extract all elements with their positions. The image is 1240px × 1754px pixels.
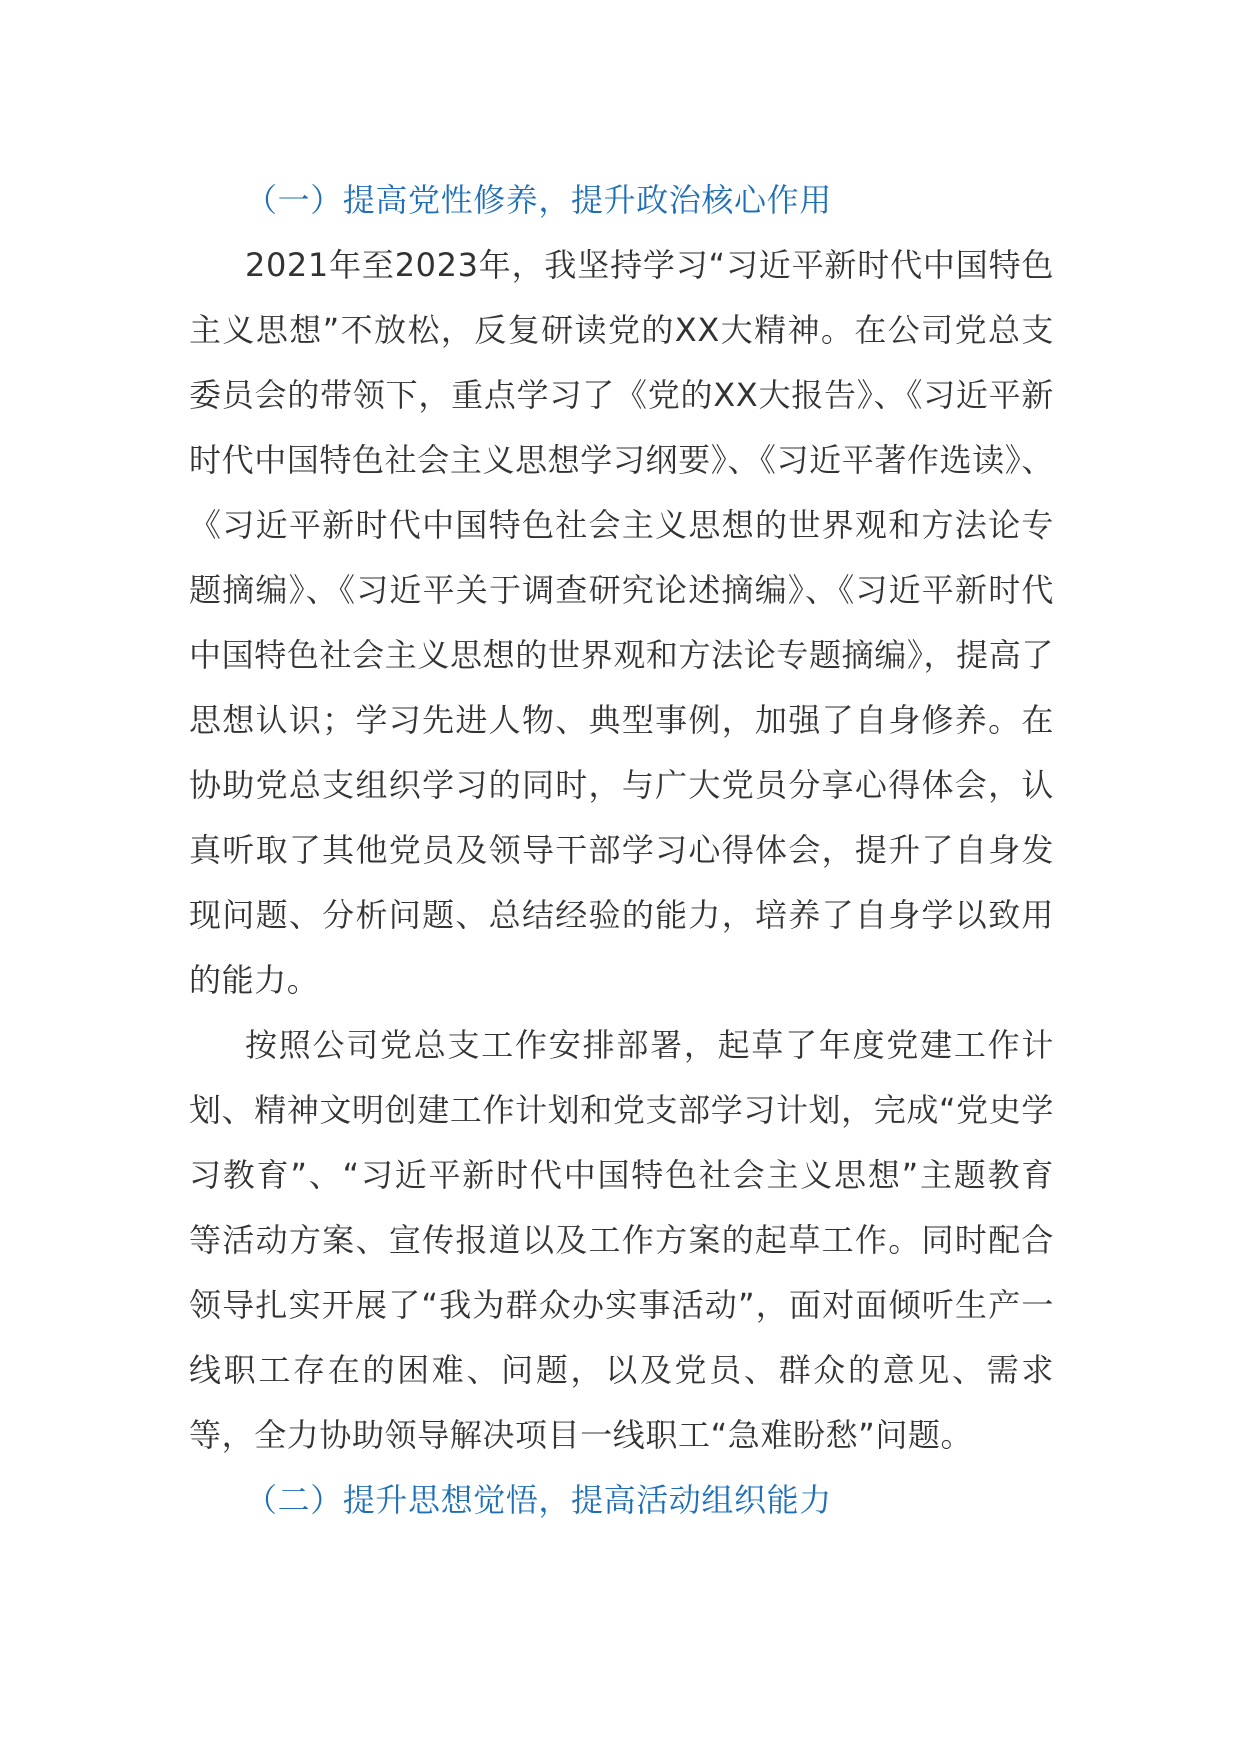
section-heading-1: （一）提高党性修养，提升政治核心作用 [245, 181, 832, 219]
section-1-paragraph-1: 2021年至2023年，我坚持学习“习近平新时代中国特色主义思想”不放松，反复研读党的XX大精神。在公司党总支委员会的带领下，重点学习了《党的XX大报告》、《习近平新时代中国特色社会主义思想学习纲要》、《习近平著作选读》、《习近平新时代中国特色社会主义思想的世界观和方法论专题摘编》、《习近平关于调查研究论述摘编》、《习近平新时代中国特色社会主义思想的世界观和方法论专题摘编》，提高了思想认识；学习先进人物、典型事例，加强了自身修养。在协助党总支组织学习的同时，与广大党员分享心得体会，认真听取了其他党员及领导干部学习心得体会，提升了自身发现问题、分析问题、总结经验的能力，培养了自身学以致用的能力。 [189, 246, 1054, 999]
document-body [189, 168, 1054, 1533]
section-1-paragraph-2: 按照公司党总支工作安排部署，起草了年度党建工作计划、精神文明创建工作计划和党支部学习计划，完成“党史学习教育”、“习近平新时代中国特色社会主义思想”主题教育等活动方案、宣传报道以及工作方案的起草工作。同时配合领导扎实开展了“我为群众办实事活动”，面对面倾听生产一线职工存在的困难、问题，以及党员、群众的意见、需求等，全力协助领导解决项目一线职工“急难盼愁”问题。 [189, 1026, 1054, 1454]
section-heading-2: （二）提升思想觉悟，提高活动组织能力 [245, 1481, 832, 1519]
